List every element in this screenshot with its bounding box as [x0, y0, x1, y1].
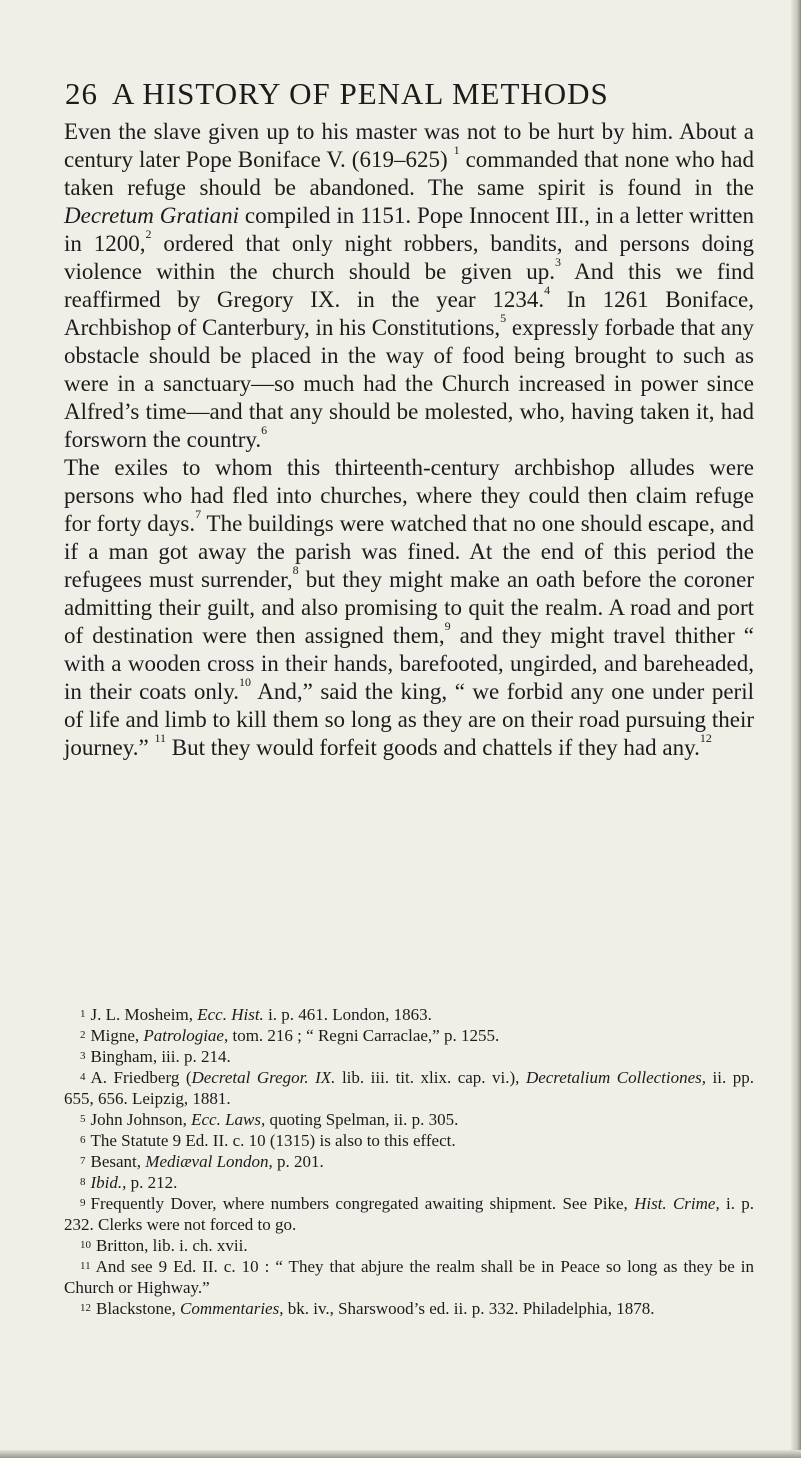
citation-title: Ibid.,	[90, 1173, 127, 1192]
footnote-text: bk. iv., Sharswood’s ed. ii. p. 332. Philadelphia, 1878.	[283, 1299, 655, 1318]
footnote-ref: 7	[195, 507, 202, 521]
page-bottom-edge	[0, 1450, 801, 1458]
footnote-ref: 12	[699, 731, 712, 745]
footnote-ref: 4	[544, 283, 551, 297]
footnote-number: 9	[80, 1197, 86, 1209]
text-run: The buildings were watched that no one should escape, and if a man got away the parish was fined. At the end of this period the refugees must surrender,	[64, 511, 754, 592]
footnote-text: i. p. 232. Clerks were not forced to go.	[64, 1194, 754, 1234]
footnote-text: lib. iii. tit. xlix. cap. vi.),	[335, 1068, 526, 1087]
citation-title: Patrologiae,	[143, 1026, 229, 1045]
footnote	[64, 1172, 754, 1193]
citation-title: Ecc. Laws,	[191, 1110, 266, 1129]
footnote-text: Frequently Dover, where numbers congregated awaiting shipment. See Pike,	[90, 1194, 635, 1213]
footnote-text: Bingham, iii. p. 214.	[90, 1047, 231, 1066]
running-header	[65, 76, 755, 112]
footnote-number: 6	[80, 1134, 86, 1146]
footnote	[64, 1025, 754, 1046]
text-run: And this we find reaffirmed by Gregory IX. in the year 1234.	[64, 259, 754, 312]
footnote-number: 10	[80, 1239, 91, 1251]
citation-title: Commentaries,	[180, 1299, 284, 1318]
running-title: A HISTORY OF PENAL METHODS	[112, 76, 609, 111]
footnote-ref: 3	[554, 255, 561, 269]
text-run: In 1261 Boniface, Archbishop of Canterbury, in his Constitutions,	[64, 287, 754, 340]
footnote-number: 3	[80, 1050, 86, 1062]
footnote	[64, 1193, 754, 1235]
footnote	[64, 1109, 754, 1130]
footnote	[64, 1004, 754, 1025]
footnotes	[64, 1004, 754, 1319]
footnote-text: J. L. Mosheim,	[90, 1005, 198, 1024]
text-run: but they might make an oath before the coroner admitting their guilt, and also promising to quit the realm. A road and port of destination were then assigned them,	[64, 567, 754, 648]
footnote-text: ii. pp. 655, 656. Leipzig, 1881.	[64, 1068, 754, 1108]
footnote-ref: 2	[145, 227, 152, 241]
citation-title: Decretal Gregor. IX.	[191, 1068, 336, 1087]
footnote-text: tom. 216 ; “ Regni Carraclae,” p. 1255.	[228, 1026, 500, 1045]
footnote-text: John Johnson,	[90, 1110, 192, 1129]
footnote-text: Britton, lib. i. ch. xvii.	[96, 1236, 248, 1255]
footnote	[64, 1046, 754, 1067]
footnote-number: 7	[80, 1155, 86, 1167]
text-run: But they would forfeit goods and chattels if they had any.	[166, 735, 700, 760]
text-run: The exiles to whom this thirteenth-century archbishop alludes were persons who had fled into churches, where they could then claim refuge for forty days.	[64, 455, 754, 536]
text-run: compiled in 1151. Pope Innocent III., in a letter written in 1200,	[64, 203, 754, 256]
page-number: 26	[65, 76, 98, 111]
footnote-text: Migne,	[90, 1026, 144, 1045]
citation-title: Mediæval London,	[145, 1152, 273, 1171]
text-run: commanded that none who had taken refuge should be abandoned. The same spirit is found in the	[64, 147, 755, 200]
paragraph-2	[64, 454, 754, 762]
footnote-number: 12	[80, 1302, 91, 1314]
footnote-ref: 5	[500, 311, 507, 325]
footnote-text: p. 212.	[126, 1173, 178, 1192]
footnote-text: Blackstone,	[96, 1299, 181, 1318]
work-title: Decretum Gratiani	[64, 203, 239, 228]
book-spine-shadow	[791, 0, 801, 1458]
footnote-text: The Statute 9 Ed. II. c. 10 (1315) is also to this effect.	[90, 1131, 456, 1150]
citation-title: Hist. Crime,	[634, 1194, 720, 1213]
text-run: expressly forbade that any obstacle should be placed in the way of food being brought to such as were in a sanctuary—so much had the Church increased in power since Alfred’s time—and that any should be molested, who, having taken it, had forsworn the country.	[64, 315, 754, 452]
footnote-text: A. Friedberg (	[90, 1068, 192, 1087]
citation-title: Decretalium Collectiones,	[525, 1068, 707, 1087]
paragraph-1	[64, 118, 754, 454]
text-run: And,” said the king, “ we forbid any one under peril of life and limb to kill them so long as they are on their road pursuing their journey.”	[64, 679, 754, 760]
citation-title: Ecc. Hist.	[197, 1005, 264, 1024]
footnote-ref: 6	[261, 423, 268, 437]
footnote	[64, 1298, 754, 1319]
text-run: ordered that only night robbers, bandits, and persons doing violence within the church should be given up.	[64, 231, 754, 284]
footnote-text: And see 9 Ed. II. c. 10 : “ They that abjure the realm shall be in Peace so long as they be in Church or Highway.”	[64, 1257, 754, 1297]
footnote-text: p. 201.	[272, 1152, 324, 1171]
footnote-ref: 11	[154, 731, 167, 745]
footnote-text: Besant,	[90, 1152, 146, 1171]
footnote-number: 8	[80, 1176, 86, 1188]
footnote-text: i. p. 461. London, 1863.	[263, 1005, 432, 1024]
footnote-number: 11	[80, 1260, 91, 1272]
footnote-ref: 9	[444, 619, 451, 633]
footnote	[64, 1256, 754, 1298]
footnote	[64, 1130, 754, 1151]
footnote-number: 5	[80, 1113, 86, 1125]
footnote-number: 2	[80, 1029, 86, 1041]
text-run: Even the slave given up to his master was not to be hurt by him. About a century later Pope Boniface V. (619–625)	[64, 119, 754, 172]
footnote-ref: 8	[292, 563, 299, 577]
text-run: and they might travel thither “ with a wooden cross in their hands, barefooted, ungirded, and bareheaded, in their coats only.	[64, 623, 754, 704]
footnote-ref: 1	[453, 143, 460, 157]
footnote	[64, 1151, 754, 1172]
main-text	[64, 118, 754, 762]
footnote-ref: 10	[239, 675, 252, 689]
footnote-text: quoting Spelman, ii. p. 305.	[265, 1110, 459, 1129]
footnote	[64, 1235, 754, 1256]
footnote-number: 1	[80, 1008, 86, 1020]
footnote	[64, 1067, 754, 1109]
footnote-number: 4	[80, 1071, 86, 1083]
